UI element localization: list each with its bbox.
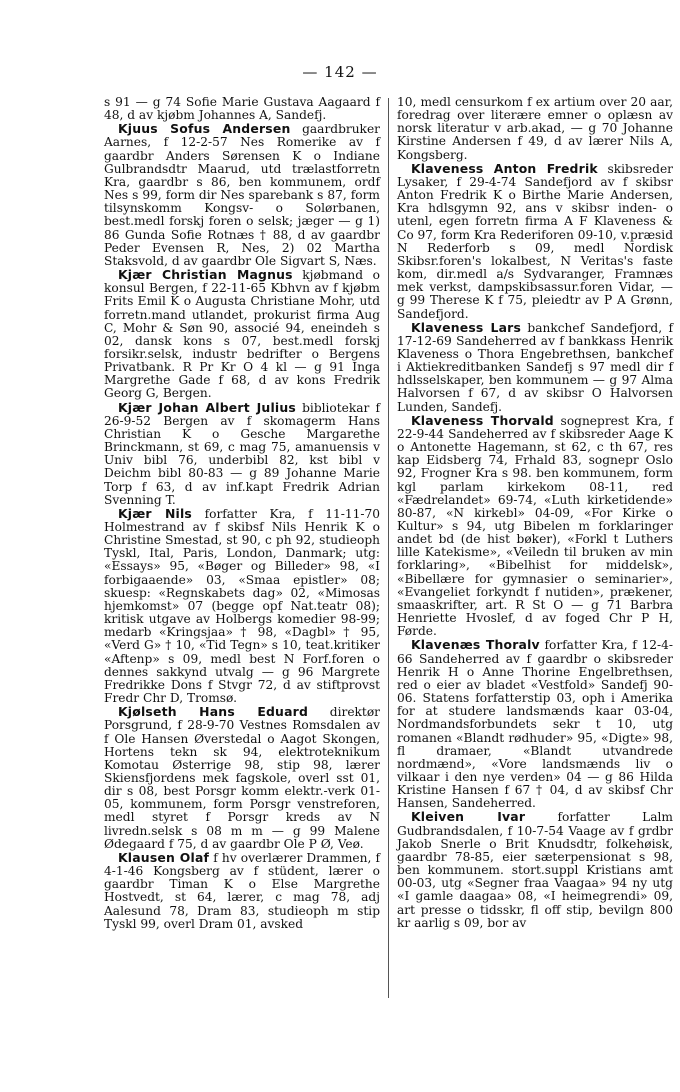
entry-text: kjøbmand o konsul Bergen, f 22-11-65 Kbhvn av f kjøbm Frits Emil K o Augusta Christiane Mohr, utd forretn.mand utlandet, prokurist firma Aug C, Mohr & Søn 90, associé 94, eneindeh s 02, dansk kons s 07, best.medl forskj forsikr.selsk, industr bedrifter o Bergens Privatbank. R Pr Kr O 4 kl — g 91 Inga Margrethe Gade f 68, d av kons Fredrik Georg G, Bergen.	[104, 268, 380, 401]
entry-kjaer-johan-albert-julius	[104, 401, 380, 507]
entry-klaveness-anton-fredrik	[397, 162, 673, 321]
headword: Klaveness Thorvald	[411, 412, 554, 428]
entry-text: f hv overlærer Drammen, f 4-1-46 Kongsberg av f stüdent, lærer o gaardbr Timan K o Else Margrethe Hostvedt, st 64, lærer, c mag 78, adj Aalesund 78, Dram 83, studieoph m stip Tyskl 99, overl Dram 01, avsked	[104, 850, 380, 931]
headword: Kjær Nils	[118, 505, 193, 521]
right-column	[397, 96, 673, 930]
headword: Kjær Johan Albert Julius	[118, 399, 296, 415]
entry-klaveness-thorvald	[397, 414, 673, 639]
entry-text: gaardbruker Aarnes, f 12-2-57 Nes Romerike av f gaardbr Anders Sørensen K o Indiane Gulbrandsdtr Maarud, utd trælastforretn Kra, gaardbr s 86, ben kommunem, ordf Nes s 99, form dir Nes sparebank s 87, form tilsynskomm Kongsv- o Solørbanen, best.medl forskj foren o selsk; jæger — g 1) 86 Gunda Sofie Rotnæs † 88, d av gaardbr Peder Evensen R, Nes, 2) 02 Martha Staksvold, d av gaardbr Ole Sigvart S, Næs.	[104, 122, 380, 268]
headword: Kjuus Sofus Andersen	[118, 121, 291, 137]
headword: Kleiven Ivar	[411, 809, 526, 825]
entry-klavenaes-thoralv	[397, 638, 673, 810]
entry-text: bankchef Sandefjord, f 17-12-69 Sandeherred av f bankkass Henrik Klaveness o Thora Engebrethsen, bankchef i Aktiekreditbanken Sandefj s 97 medl dir f hdlsselskaper, ben kommunem — g 97 Alma Halvorsen f 67, d av skibsr O Halvorsen Lunden, Sandefj.	[397, 320, 673, 414]
entry-kjuus-sofus-andersen	[104, 122, 380, 268]
entry-kjolseth-hans-eduard	[104, 705, 380, 851]
entry-continuation: 10, medl censurkom f ex artium over 20 aar, foredrag over literære emner o oplæsn av norsk literatur v arb.akad, — g 70 Johanne Kirstine Andersen f 49, d av lærer Nils A, Kongsberg.	[397, 95, 673, 162]
headword: Kjær Christian Magnus	[118, 267, 293, 283]
headword: Kjølseth Hans Eduard	[118, 704, 309, 720]
entry-text: skibsreder Lysaker, f 29-4-74 Sandefjord av f skibsr Anton Fredrik K o Birthe Marie Andersen, Kra hdlsgymn 92, ans v skibsr inden- o utenl, egen forretn firma A F Klaveness & Co 97, form Kra Rederiforen 09-10, v.præsid N Rederforb s 09, medl Nordisk Skibsr.foren's lokalbest, N Veritas's faste kom, dir.medl a/s Sydvaranger, Framnæs mek verkst, dampskibsassur.foren Vidar, — g 99 Therese K f 75, pleiedtr av P A Grønn, Sandefjord.	[397, 161, 673, 321]
entry-text: forfatter Lalm Gudbrandsdalen, f 10-7-54 Vaage av f grdbr Jakob Snerle o Brit Knudsdtr, folkehøisk, gaardbr 78-85, eier sæterpensionat s 98, ben kommunem. stort.suppl Kristians amt 00-03, utg «Segner fraa Vaagaa» 94 ny utg «I gamle daagaa» 08, «I heimegrendi» 09, art presse o tidsskr, fl off stip, bevilgn 800 kr aarlig s 09, bor av	[397, 810, 673, 930]
column-divider	[388, 98, 389, 998]
entry-text: forfatter Kra, f 12-4-66 Sandeherred av f gaardbr o skibsreder Henrik H o Anne Thorine Engelbrethsen, red o eier av bladet «Vestfold» Sandefj 90-06. Statens forfatterstip 03, oph i Amerika for at studere landsmænds kaar 03-04, Nordmandsforbundets sekr t 10, utg romanen «Blandt rødhuder» 95, «Digte» 98, fl dramaer, «Blandt utvandrede nordmænd», «Vore landsmænds liv o vilkaar i den nye verden» 04 — g 86 Hilda Kristine Hansen f 67 † 04, d av skibsf Chr Hansen, Sandeherred.	[397, 638, 673, 811]
entry-kjaer-christian-magnus	[104, 268, 380, 401]
headword: Klausen Olaf	[118, 849, 210, 865]
entry-text: sogneprest Kra, f 22-9-44 Sandeherred av f skibsreder Aage K o Antonette Hagemann, st 62, c th 67, res kap Eidsberg 74, Frhald 83, sognepr Oslo 92, Frogner Kra s 98. ben kommunem, form kgl parlam kirkekom 08-11, red «Fædrelandet» 69-74, «Luth kirketidende» 80-87, «N kirkebl» 04-09, «For Kirke o Kultur» s 94, utg Bibelen m forklaringer andet bd (de hist bøker), «Forkl t Luthers lille Katekisme», «Veiledn til bruken av min forklaring», «Bibelhist for middelsk», «Bibellære for gymnasier o seminarier», «Evangeliet forkyndt f nutiden», prækener, smaaskrifter, art. R St O — g 71 Barbra Henriette Hvoslef, d av foged Chr P H, Førde.	[397, 413, 673, 639]
entry-text: direktør Porsgrund, f 28-9-70 Vestnes Romsdalen av f Ole Hansen Øverstedal o Aagot Skongen, Hortens tekn sk 94, elektroteknikum Komotau Østerrige 98, stip 98, lærer Skiensfjordens mek fagskole, overl sst 01, dir s 08, best Porsgr komm elektr.-verk 01-05, kommunem, form Porsgr venstreforen, medl styret f Porsgr kreds av N livredn.selsk s 08 m m — g 99 Malene Ødegaard f 75, d av gaardbr Ole P Ø, Veø.	[104, 705, 380, 851]
headword: Klaveness Lars	[411, 319, 522, 335]
entry-text: forfatter Kra, f 11-11-70 Holmestrand av f skibsf Nils Henrik K o Christine Smestad, st 90, c ph 92, studieoph Tyskl, Ital, Paris, London, Danmark; utg: «Essays» 95, «Bøger og Billeder» 98, «I forbigaaende» 03, «Smaa epistler» 08; skuesp: «Regnskabets dag» 02, «Mimosas hjemkomst» 07 (begge opf Nat.teatr 08); kritisk utgave av Holbergs komedier 98-99; medarb «Kringsjaa» † 98, «Dagbl» † 95, «Verd G» † 10, «Tid Tegn» s 10, teat.kritiker «Aftenp» s 09, medl best N Forf.foren o dennes sakkynd utvalg — g 96 Margrete Fredrikke Dons f Stvgr 72, d av stiftprovst Fredr Chr D, Tromsø.	[104, 506, 381, 706]
entry-klausen-olaf	[104, 851, 380, 931]
headword: Klaveness Anton Fredrik	[411, 160, 598, 176]
entry-continuation: s 91 — g 74 Sofie Marie Gustava Aagaard f 48, d av kjøbm Johannes A, Sandefj.	[104, 95, 380, 123]
entry-kjaer-nils	[104, 507, 380, 705]
headword: Klavenæs Thoralv	[411, 637, 540, 653]
entry-kleiven-ivar	[397, 810, 673, 929]
entry-text: bibliotekar f 26-9-52 Bergen av f skomagerm Hans Christian K o Gesche Margarethe Brinckmann, st 69, c mag 75, amanuensis v Univ bibl 76, underbibl 82, kst bibl v Deichm bibl 80-83 — g 89 Johanne Marie Torp f 63, d av inf.kapt Fredrik Adrian Svenning T.	[104, 400, 381, 507]
left-column	[104, 96, 380, 931]
page-number: — 142 —	[302, 63, 378, 81]
entry-klaveness-lars	[397, 321, 673, 414]
